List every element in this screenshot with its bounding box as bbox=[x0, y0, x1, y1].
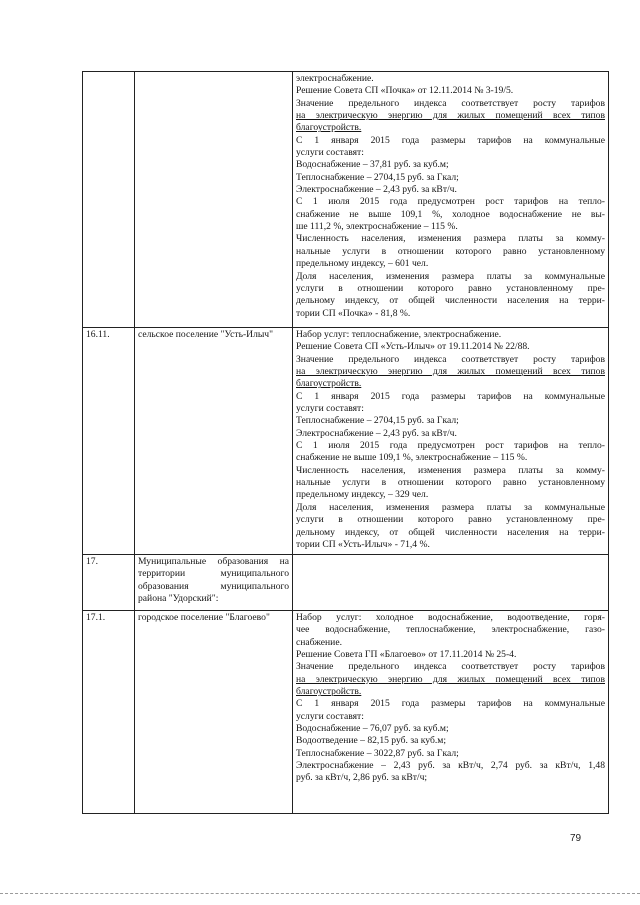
row-number-cell bbox=[83, 328, 135, 555]
description-line: электроснабжение. bbox=[296, 73, 374, 84]
description-line: Водоснабжение – 37,81 руб. за куб.м; bbox=[296, 159, 449, 171]
description-line: чее водоснабжение, теплоснабжение, электроснабжение, газо- bbox=[296, 624, 605, 636]
row-number: 16.11. bbox=[86, 329, 110, 340]
description-cell bbox=[293, 611, 609, 814]
description-line: предельному индексу, – 601 чел. bbox=[296, 258, 429, 270]
municipality-name: Муниципальные образования на территории муниципального образования муниципального района "Удорский": bbox=[138, 556, 289, 605]
row-number: 17.1. bbox=[86, 612, 106, 623]
description-line: Теплоснабжение – 2704,15 руб. за Гкал; bbox=[296, 171, 459, 183]
description-line: Электроснабжение – 2,43 руб. за кВт/ч. bbox=[296, 184, 457, 196]
description-line: услуги в отношении которого равно установленному пре- bbox=[296, 282, 605, 294]
table-row bbox=[83, 328, 609, 555]
municipality-cell bbox=[135, 72, 293, 328]
description-line: снабжение не выше 109,1 %, электроснабжение – 115 %. bbox=[296, 452, 528, 464]
municipality-cell bbox=[135, 328, 293, 555]
row-number-cell bbox=[83, 72, 135, 328]
description-line: дельному индексу, от общей численности населения на терри- bbox=[296, 526, 605, 538]
description-line: Решение Совета ГП «Благоево» от 17.11.2014 № 25-4. bbox=[296, 649, 517, 661]
page-number: 79 bbox=[570, 833, 582, 844]
description-line: Численность населения, изменения размера платы за комму- bbox=[296, 233, 605, 245]
table-row bbox=[83, 72, 609, 328]
description-line: на электрическую энергию для жилых помещений всех типов bbox=[296, 110, 605, 122]
description-line: снабжение. bbox=[296, 636, 342, 648]
description-cell bbox=[293, 328, 609, 555]
description-line: Решение Совета СП «Почка» от 12.11.2014 № 3-19/5. bbox=[296, 85, 514, 97]
description-line: Теплоснабжение – 3022,87 руб. за Гкал; bbox=[296, 747, 459, 759]
description-line: Значение предельного индекса соответствует росту тарифов bbox=[296, 661, 605, 673]
municipality-name: сельское поселение "Усть-Илыч" bbox=[138, 329, 274, 340]
description-line: нальные услуги в отношении которого равно установленному bbox=[296, 477, 605, 489]
description-line: Численность населения, изменения размера платы за комму- bbox=[296, 464, 605, 476]
description-cell bbox=[293, 72, 609, 328]
description-line: благоустройств. bbox=[296, 378, 362, 390]
description-line: на электрическую энергию для жилых помещений всех типов bbox=[296, 366, 605, 378]
table-row bbox=[83, 611, 609, 814]
description-line: дельному индексу, от общей численности населения на терри- bbox=[296, 295, 605, 307]
description-line: благоустройств. bbox=[296, 122, 362, 134]
row-number-cell bbox=[83, 555, 135, 611]
page-bottom-divider bbox=[0, 893, 640, 894]
table-body bbox=[83, 72, 609, 814]
description-line: благоустройств. bbox=[296, 686, 362, 698]
description-line: Решение Совета СП «Усть-Илыч» от 19.11.2014 № 22/88. bbox=[296, 341, 530, 353]
table-row bbox=[83, 555, 609, 611]
description-line: Доля населения, изменения размера платы за коммунальные bbox=[296, 270, 605, 282]
description-line: ше 111,2 %, электроснабжение – 115 %. bbox=[296, 221, 458, 233]
description-line: руб. за кВт/ч, 2,86 руб. за кВт/ч; bbox=[296, 772, 428, 784]
description-line: Теплоснабжение – 2704,15 руб. за Гкал; bbox=[296, 415, 459, 427]
description-line: Значение предельного индекса соответствует росту тарифов bbox=[296, 353, 605, 365]
description-line: Набор услуг: холодное водоснабжение, водоотведение, горя- bbox=[296, 612, 605, 623]
description-line: Набор услуг: теплоснабжение, электроснабжение. bbox=[296, 329, 502, 340]
description-line: услуги в отношении которого равно установленному пре- bbox=[296, 514, 605, 526]
description-line: Значение предельного индекса соответствует росту тарифов bbox=[296, 97, 605, 109]
description-line: услуги составят: bbox=[296, 710, 364, 722]
description-line: на электрическую энергию для жилых помещений всех типов bbox=[296, 673, 605, 685]
description-line: услуги составят: bbox=[296, 403, 364, 415]
description-line: С 1 января 2015 года размеры тарифов на коммунальные bbox=[296, 698, 605, 710]
tariff-table bbox=[82, 71, 609, 814]
description-line: тории СП «Усть-Илыч» - 71,4 %. bbox=[296, 538, 430, 550]
row-number-cell bbox=[83, 611, 135, 814]
description-line: С 1 июля 2015 года предусмотрен рост тарифов на тепло- bbox=[296, 196, 605, 208]
description-line: Электроснабжение – 2,43 руб. за кВт/ч. bbox=[296, 427, 457, 439]
description-line: Доля населения, изменения размера платы за коммунальные bbox=[296, 501, 605, 513]
description-line: Водоотведение – 82,15 руб. за куб.м; bbox=[296, 735, 446, 747]
description-line: С 1 января 2015 года размеры тарифов на коммунальные bbox=[296, 390, 605, 402]
description-line: С 1 января 2015 года размеры тарифов на коммунальные bbox=[296, 134, 605, 146]
description-line: снабжение не выше 109,1 %, холодное водоснабжение не вы- bbox=[296, 208, 605, 220]
description-line: предельному индексу, – 329 чел. bbox=[296, 489, 429, 501]
municipality-name: городское поселение "Благоево" bbox=[138, 612, 270, 623]
municipality-cell bbox=[135, 611, 293, 814]
description-line: нальные услуги в отношении которого равно установленному bbox=[296, 245, 605, 257]
description-line: С 1 июля 2015 года предусмотрен рост тарифов на тепло- bbox=[296, 440, 605, 452]
description-cell bbox=[293, 555, 609, 611]
description-line: Электроснабжение – 2,43 руб. за кВт/ч, 2,74 руб. за кВт/ч, 1,48 bbox=[296, 760, 605, 772]
description-line: Водоснабжение – 76,07 руб. за куб.м; bbox=[296, 723, 449, 735]
row-number: 17. bbox=[86, 556, 98, 567]
description-line: услуги составят: bbox=[296, 147, 364, 159]
municipality-cell bbox=[135, 555, 293, 611]
description-line: тории СП «Почка» - 81,8 %. bbox=[296, 307, 411, 319]
